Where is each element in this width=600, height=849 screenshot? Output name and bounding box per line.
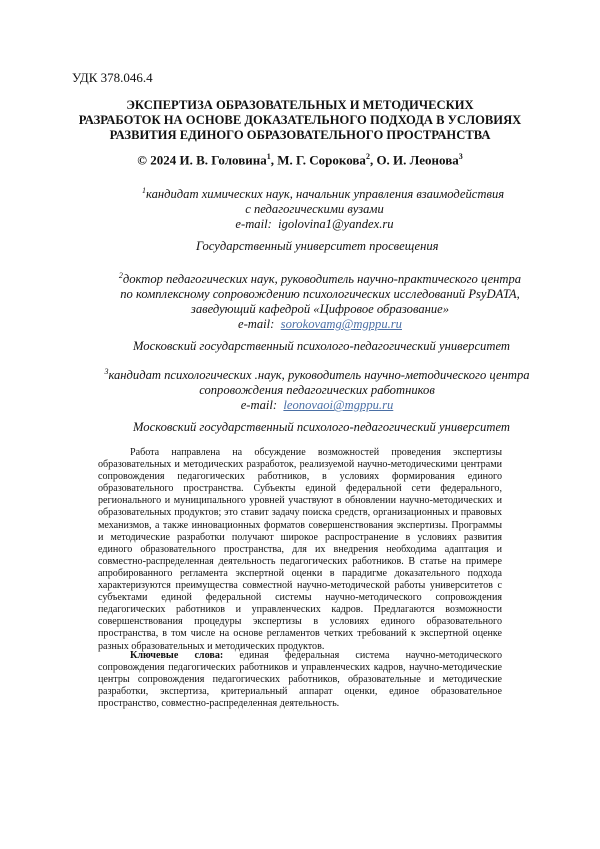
keywords-text: единая федеральная система научно-методического сопровождения педагогических работников и управленческих кадров, научно-методические центры сопровождения педагогических работников, образовательные и методические разработки, экспертиза, критериальный аппарат оценки, единое образовательное пространство, совместно-распределенная деятельность. <box>98 650 502 710</box>
affiliation-org: Московский государственный психолого-педагогический университет <box>133 339 510 353</box>
author-separator: , <box>369 152 377 168</box>
affiliation-position: кандидат психологических .наук, руководитель научно-методического центра <box>108 368 530 383</box>
authors-line <box>70 152 530 168</box>
title-line: РАЗВИТИЯ ЕДИНОГО ОБРАЗОВАТЕЛЬНОГО ПРОСТРАНСТВА <box>109 128 491 142</box>
author-mark: 3 <box>458 152 463 161</box>
affiliation-2 <box>100 268 540 332</box>
title-line: РАЗРАБОТОК НА ОСНОВЕ ДОКАЗАТЕЛЬНОГО ПОДХОДА В УСЛОВИЯХ <box>78 113 522 127</box>
affiliation-mark: 3 <box>104 367 109 376</box>
affiliation-3 <box>102 364 532 413</box>
email-label: e-mail: <box>235 217 272 232</box>
affiliation-position: кандидат химических наук, начальник управления взаимодействия <box>146 187 505 202</box>
copyright-year: © 2024 <box>137 152 180 168</box>
affiliation-mark: 2 <box>118 271 123 280</box>
abstract-text: Работа направлена на обсуждение возможностей проведения экспертизы образовательных и методических разработок, реализуемой научно-методическими центрами сопровождения педагогических работников, в условиях формирования единого образовательного пространства. Субъекты единой федеральной сети федерального, регионального и муниципального уровней участвуют в обновлении научно-методических и образовательных продуктов; это ставит задачу поиска средств, организационных и правовых механизмов, а также инновационных форматов совершенствования экспертизы. Программы и методические разработки получают широкое распространение в условиях развития единого образовательного пространства, для их внедрения необходима адаптация и совместно-распределенная деятельность педагогических работников. В статье на примере апробированного регламента экспертной оценки в парадигме доказательного подхода характеризуются преимущества совместной научно-методической работы университетов с субъектами единой федеральной системы научно-методического сопровождения педагогических работников и управленческих кадров. Предлагаются возможности совершенствования процедуры экспертизы в условиях единого образовательного пространства, в том числе на основе регламентов четких требований к экспертной оценке разных образовательных и методических продуктов. <box>98 447 502 652</box>
author-email-link[interactable]: leonovaoi@mgppu.ru <box>283 398 394 413</box>
affiliation-position: доктор педагогических наук, руководитель научно-практического центра <box>122 272 522 287</box>
udc-code: УДК 378.046.4 <box>72 70 153 85</box>
affiliation-position-cont: с педагогическими вузами <box>245 202 384 217</box>
email-label: e-mail: <box>240 398 278 413</box>
author-name: М. Г. Сорокова <box>277 152 366 168</box>
author-name: И. В. Головина <box>179 152 267 168</box>
author-email: igolovina1@yandex.ru <box>278 217 394 232</box>
author-mark: 1 <box>266 152 271 161</box>
affiliation-org: Московский государственный психолого-педагогический университет <box>133 420 510 434</box>
affiliation-position-cont: по комплексному сопровождению психологических исследований PsyDATA, <box>120 287 520 302</box>
article-title <box>70 98 530 143</box>
email-label: e-mail: <box>238 317 275 332</box>
keywords-paragraph <box>98 650 502 710</box>
affiliation-1 <box>142 183 505 232</box>
affiliation-position-cont: заведующий кафедрой «Цифровое образование» <box>190 302 450 317</box>
affiliation-org: Государственный университет просвещения <box>196 239 439 253</box>
affiliation-mark: 1 <box>142 186 146 195</box>
author-mark: 2 <box>365 152 370 161</box>
keywords-label: Ключевые слова: <box>130 650 224 661</box>
affiliation-position-cont: сопровождения педагогических работников <box>199 383 435 398</box>
author-name: О. И. Леонова <box>376 152 459 168</box>
title-line: ЭКСПЕРТИЗА ОБРАЗОВАТЕЛЬНЫХ И МЕТОДИЧЕСКИХ <box>126 98 474 112</box>
author-separator: , <box>270 152 278 168</box>
author-email-link[interactable]: sorokovamg@mgppu.ru <box>280 317 402 332</box>
